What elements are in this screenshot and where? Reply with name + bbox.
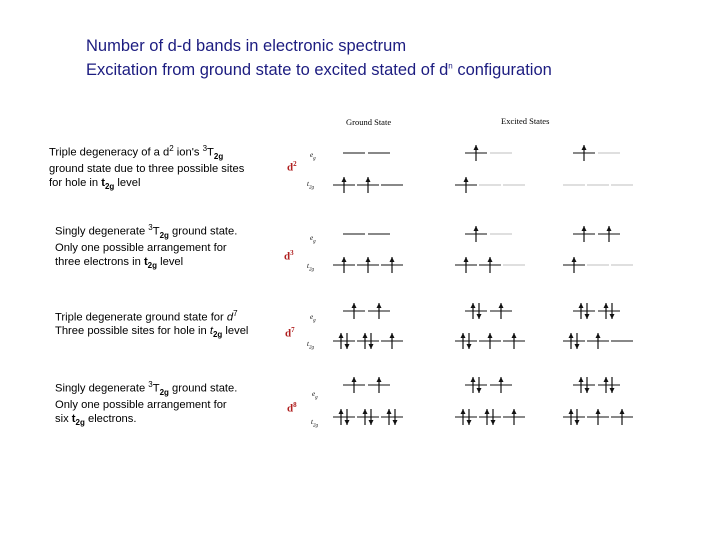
excited-states-header: Excited States — [501, 116, 550, 126]
description-d3-line2: Only one possible arrangement for — [55, 242, 227, 255]
description-d3-line1: Singly degenerate $^3T_{2g}$ ground state. — [55, 223, 238, 240]
title-line2-tail: configuration — [452, 61, 552, 79]
config-label-d8: $d^8$ — [287, 401, 297, 415]
description-d3-line3: three electrons in $t_{2g}$ level — [55, 255, 184, 271]
ground-state-header: Ground State — [346, 117, 392, 127]
eg-label-d7: $e_g$ — [310, 313, 316, 324]
t2g-label-d3: $t_{2g}$ — [307, 262, 314, 273]
description-d2-line2: ground state due to three possible sites — [49, 163, 245, 176]
description-d2-line3: for hole in $t_{2g}$ level — [49, 176, 141, 192]
t2g-label-d8: $t_{2g}$ — [311, 418, 318, 429]
description-d2-line1: Triple degeneracy of a $d^2$ ion's $^3T_{2g}$ — [49, 144, 224, 161]
eg-label-d8: $e_g$ — [312, 390, 318, 401]
config-label-d7: $d^7$ — [285, 326, 295, 340]
title-line2-text: Excitation from ground state to excited stated of d — [86, 61, 449, 79]
description-d8-line1: Singly degenerate $^3T_{2g}$ ground state. — [55, 380, 238, 397]
slide-title-line1: Number of d-d bands in electronic spectrum — [86, 37, 407, 55]
eg-label-d3: $e_g$ — [310, 234, 316, 245]
config-label-d2: $d^2$ — [287, 160, 297, 174]
description-d7-line1: Triple degenerate ground state for $d^7$ — [55, 309, 238, 324]
description-d8-line3: six $t_{2g}$ electrons. — [55, 412, 137, 428]
t2g-label-d2: $t_{2g}$ — [307, 180, 314, 191]
description-d8-line2: Only one possible arrangement for — [55, 399, 227, 412]
config-label-d3: $d^3$ — [284, 249, 294, 263]
description-d7-line2: Three possible sites for hole in $t_{2g}$ level — [55, 325, 249, 340]
t2g-label-d7: $t_{2g}$ — [307, 340, 314, 351]
title-line2-superscript: n — [448, 61, 453, 71]
eg-label-d2: $e_g$ — [310, 151, 316, 162]
